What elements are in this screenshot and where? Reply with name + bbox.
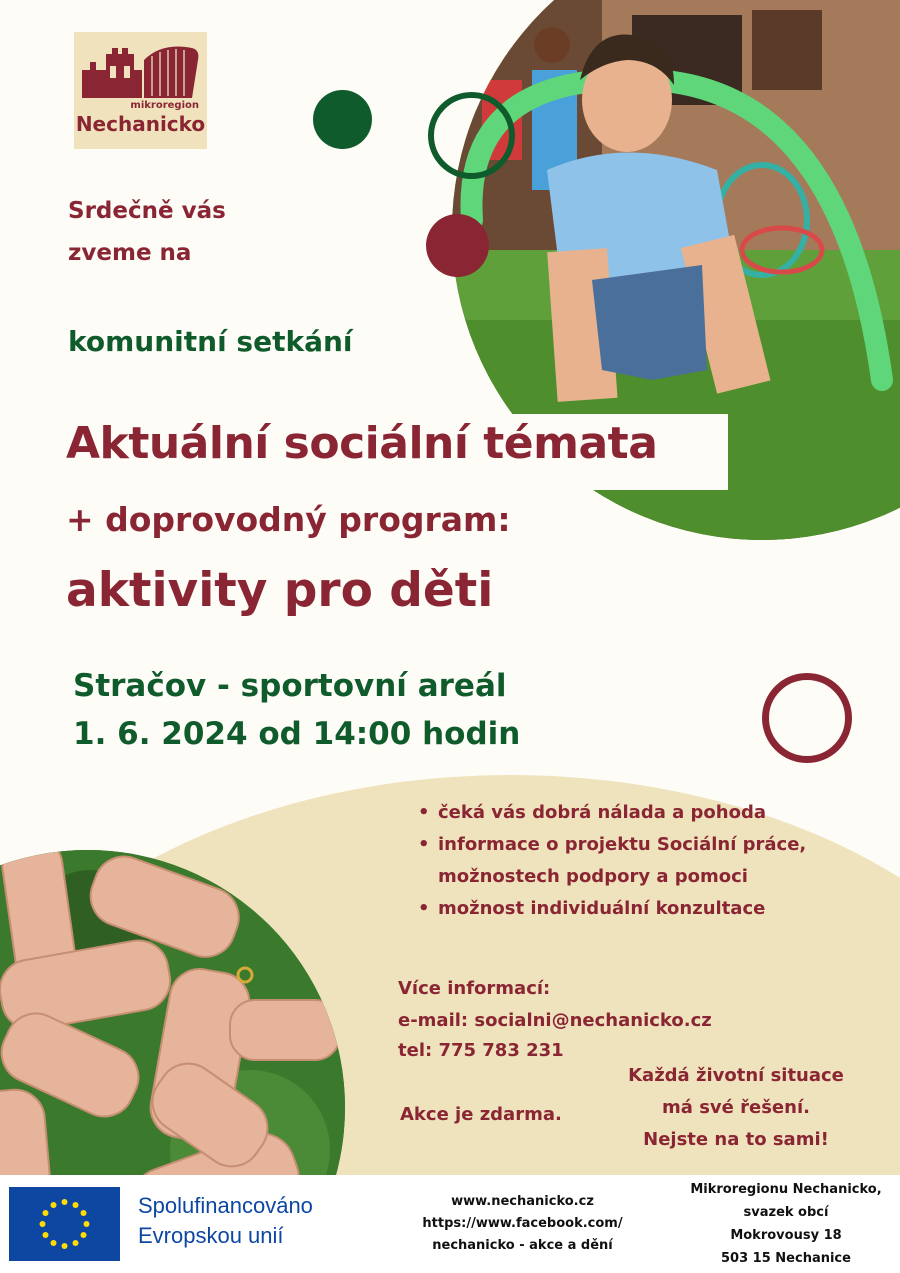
motto-line: Každá životní situace (628, 1065, 844, 1086)
eu-cofinanced-label (138, 1191, 313, 1251)
green-dot (313, 90, 372, 149)
website-link[interactable]: www.nechanicko.cz (451, 1194, 594, 1209)
motto-line: Nejste na to sami! (643, 1129, 829, 1150)
maroon-dot (426, 214, 489, 277)
free-admission-text: Akce je zdarma. (400, 1104, 562, 1125)
event-program: aktivity pro děti (66, 563, 494, 618)
event-place: Stračov - sportovní areál (73, 668, 507, 704)
list-item: • čeká vás dobrá nálada a pohoda (416, 797, 806, 829)
event-subtitle: + doprovodný program: (66, 500, 511, 539)
logo-title: Nechanicko (75, 112, 206, 136)
contact-email: e-mail: socialni@nechanicko.cz (398, 1010, 712, 1031)
footer (0, 1175, 900, 1273)
address-line: Mikroregionu Nechanicko, (690, 1182, 882, 1197)
mikroregion-logo (74, 32, 207, 149)
logo-subtitle: mikroregion (130, 100, 199, 111)
list-item-continuation: možnostech podpory a pomoci (438, 866, 748, 887)
eu-flag-icon (9, 1187, 120, 1261)
address (672, 1178, 900, 1270)
maroon-ring (762, 673, 852, 763)
benefits-list (416, 797, 806, 925)
web-links (400, 1191, 645, 1257)
invite-line-1: Srdečně vás (68, 198, 226, 224)
eu-line-1: Spolufinancováno (138, 1193, 313, 1218)
green-ring (428, 92, 515, 179)
castle-harp-emblem-icon (80, 40, 202, 100)
list-item: • možnost individuální konzultace (416, 893, 806, 925)
event-title: Aktuální sociální témata (66, 418, 658, 469)
invite-line-2: zveme na (68, 240, 192, 266)
motto (600, 1060, 872, 1156)
event-datetime: 1. 6. 2024 od 14:00 hodin (73, 716, 521, 752)
event-type: komunitní setkání (68, 325, 353, 358)
contact-heading: Více informací: (398, 978, 551, 999)
eu-line-2: Evropskou unií (138, 1223, 284, 1248)
address-line: svazek obcí (743, 1205, 829, 1220)
motto-line: má své řešení. (662, 1097, 810, 1118)
facebook-link[interactable]: https://www.facebook.com/ (422, 1216, 623, 1231)
address-line: Mokrovousy 18 (730, 1228, 842, 1243)
facebook-link-name: nechanicko - akce a dění (432, 1238, 613, 1253)
contact-phone: tel: 775 783 231 (398, 1040, 564, 1061)
address-line: 503 15 Nechanice (721, 1251, 851, 1266)
list-item: • informace o projektu Sociální práce, (416, 829, 806, 861)
